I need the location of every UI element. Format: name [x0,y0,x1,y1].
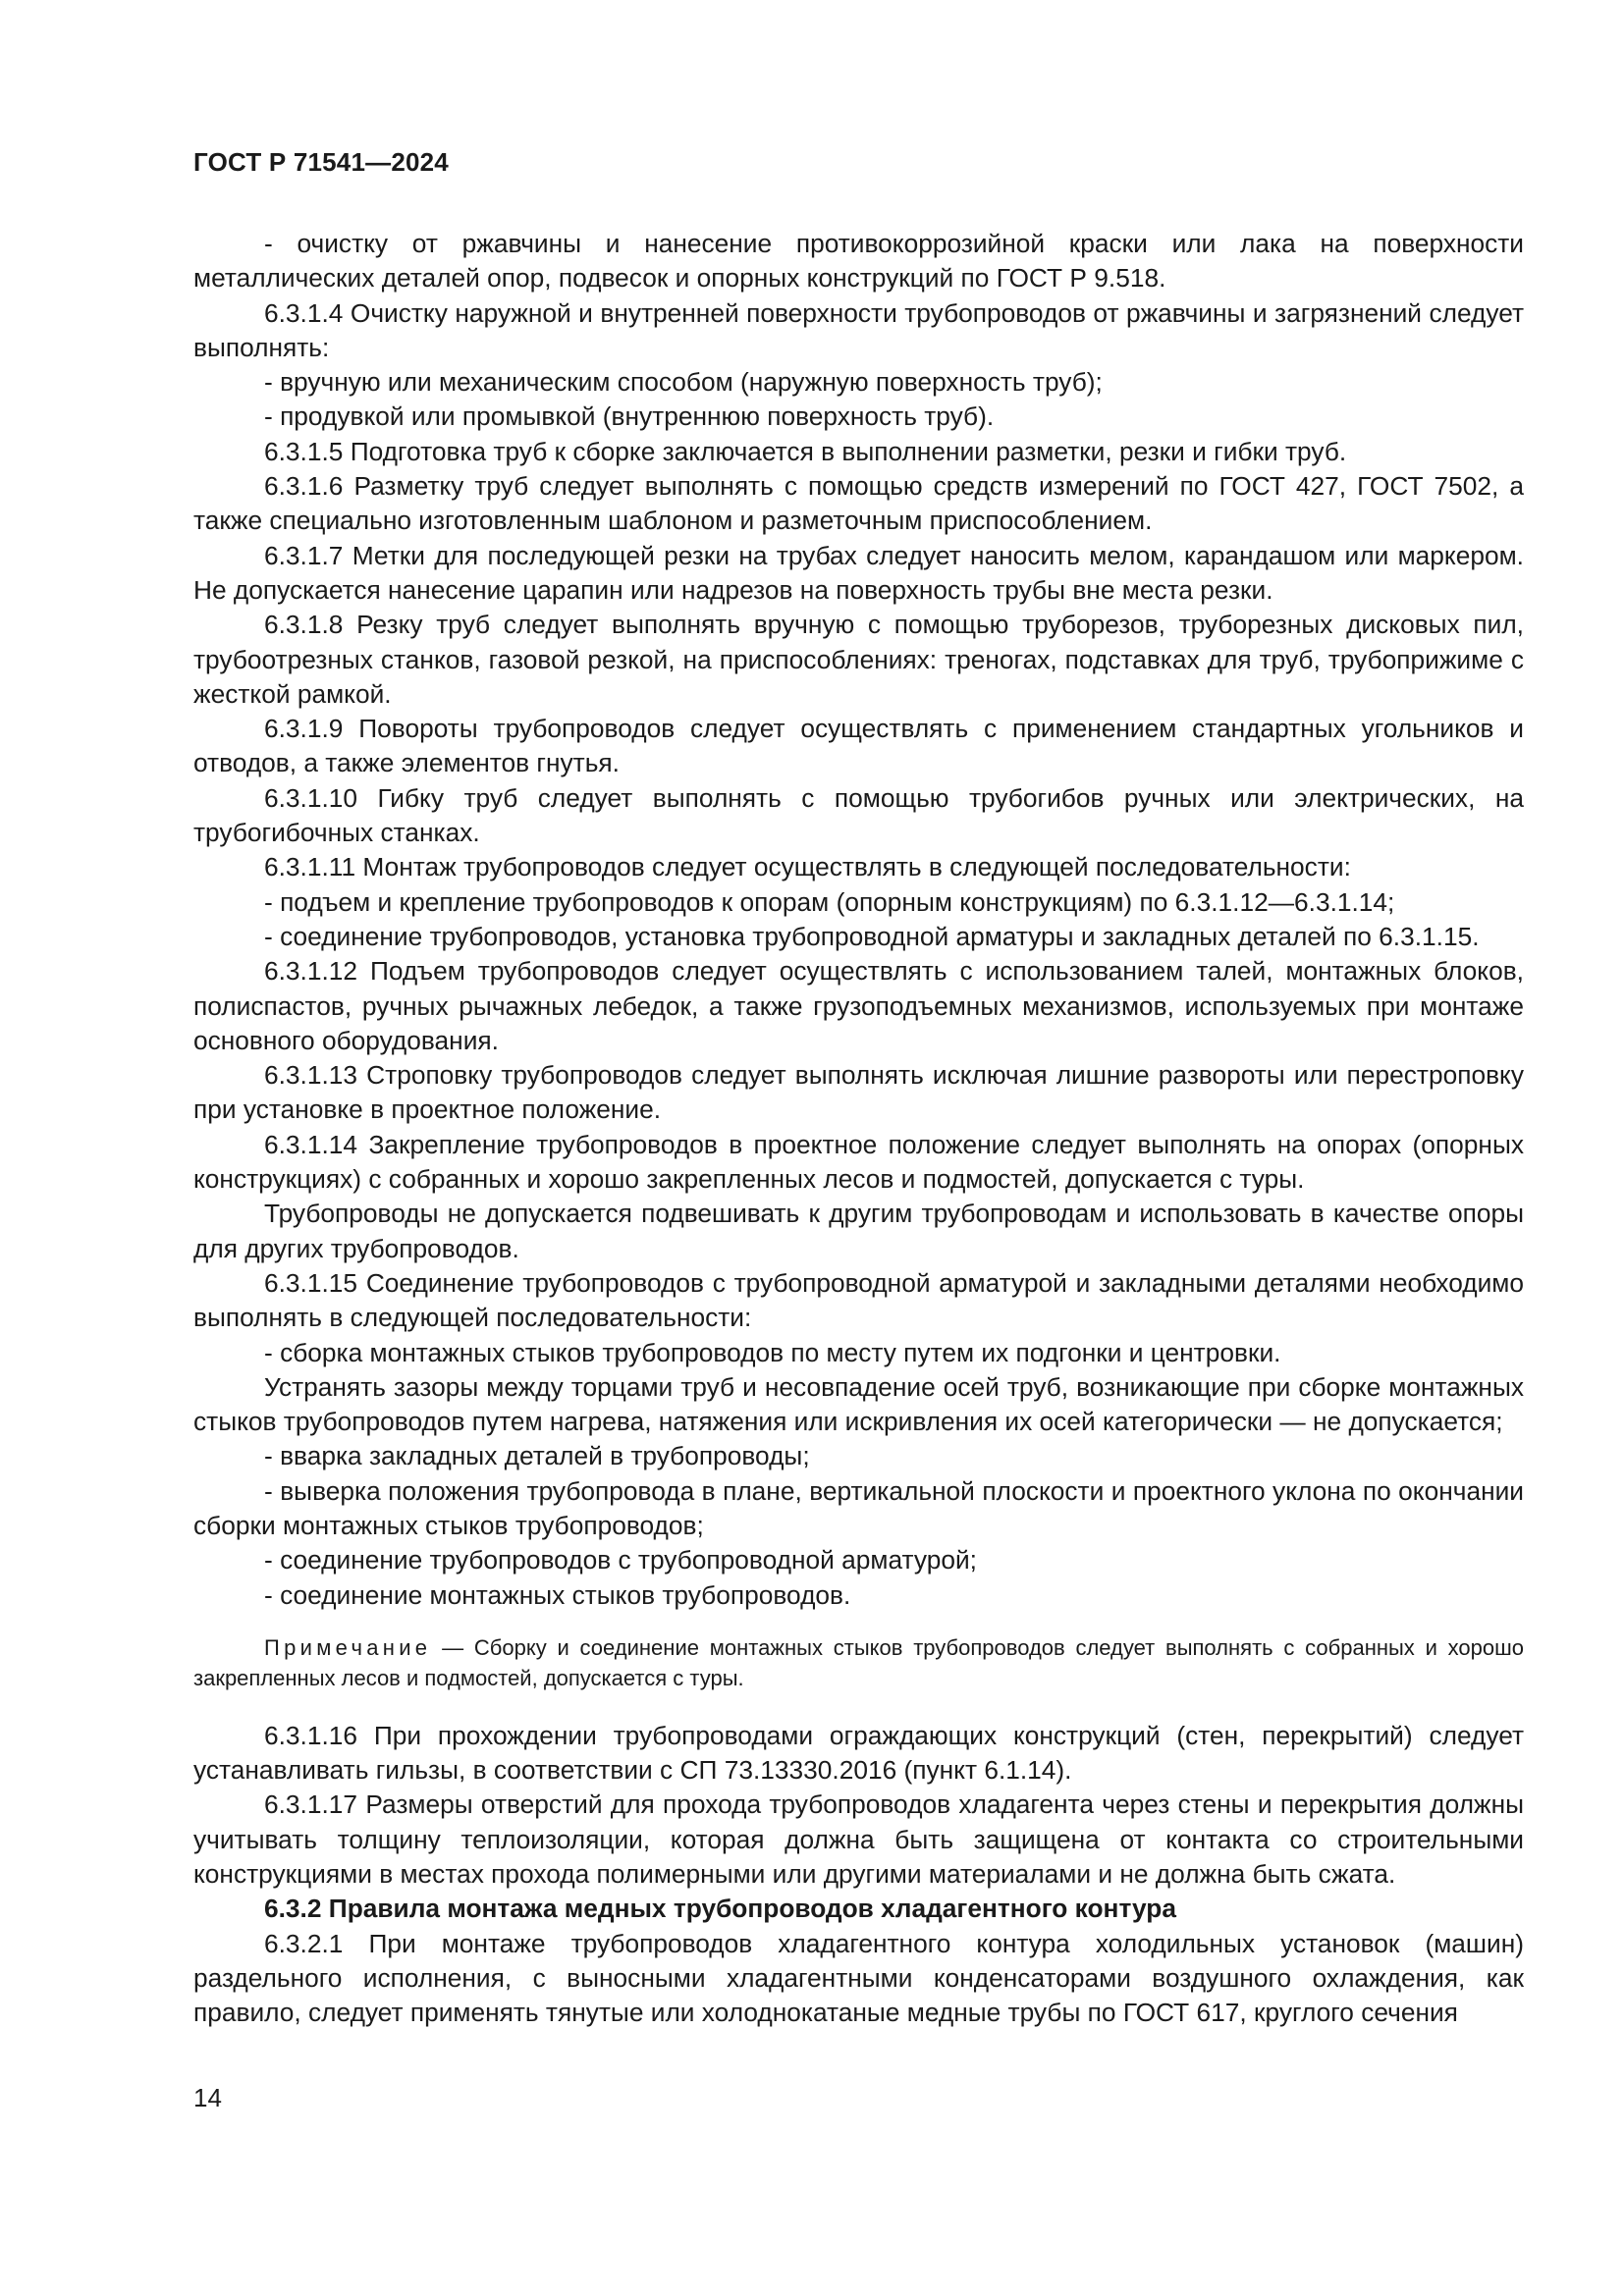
note-text: — Сборку и соединение монтажных стыков трубопроводов следует выполнять с собранных и хорошо закрепленных лесов и подмостей, допускается с туры. [193,1634,1524,1690]
note-block [193,1632,1524,1693]
paragraph-6-3-1-13: 6.3.1.13 Строповку трубопроводов следует выполнять исключая лишние развороты или перестроповку при установке в проектное положение. [193,1060,1524,1125]
paragraph-6-3-2-1: 6.3.2.1 При монтаже трубопроводов хладагентного контура холодильных установок (машин) раздельного исполнения, с выносными хладагентными конденсаторами воздушного охлаждения, как правило, следует применять тянутые или холоднокатаные медные трубы по ГОСТ 617, круглого сечения [193,1928,1524,2028]
page-number: 14 [193,2083,222,2112]
paragraph-6-3-1-14: 6.3.1.14 Закрепление трубопроводов в проектное положение следует выполнять на опорах (опорных конструкциях) с собранных и хорошо закрепленных лесов и подмостей, допускается с туры. [193,1129,1524,1195]
paragraph-list-item: - выверка положения трубопровода в плане, вертикальной плоскости и проектного уклона по окончании сборки монтажных стыков трубопроводов; [193,1475,1524,1540]
paragraph-6-3-1-8: 6.3.1.8 Резку труб следует выполнять вручную с помощью труборезов, труборезных дисковых пил, трубоотрезных станков, газовой резкой, на приспособлениях: треногах, подставках для труб, трубоприжиме с жесткой рамкой. [193,610,1524,709]
paragraph-text: Устранять зазоры между торцами труб и несовпадение осей труб, возникающие при сборке монтажных стыков трубопроводов путем нагрева, натяжения или искривления их осей категорически — не допускается; [193,1371,1524,1437]
paragraph-6-3-1-4: 6.3.1.4 Очистку наружной и внутренней поверхности трубопроводов от ржавчины и загрязнений следует выполнять: [193,297,1524,362]
paragraph-list-item: - вварка закладных деталей в трубопроводы; [264,1441,810,1471]
paragraph-6-3-1-12: 6.3.1.12 Подъем трубопроводов следует осуществлять с использованием талей, монтажных блоков, полиспастов, ручных рычажных лебедок, а также грузоподъемных механизмов, используемых при монтаже основного оборудования. [193,956,1524,1055]
paragraph-6-3-1-16: 6.3.1.16 При прохождении трубопроводами ограждающих конструкций (стен, перекрытий) следует устанавливать гильзы, в соответствии с СП 73.13330.2016 (пункт 6.1.14). [193,1720,1524,1786]
paragraph-list-item: - соединение монтажных стыков трубопроводов. [264,1579,851,1610]
paragraph-list-item: - соединение трубопроводов, установка трубопроводной арматуры и закладных деталей по 6.3.1.15. [264,921,1480,951]
paragraph-list-item: - продувкой или промывкой (внутреннюю поверхность труб). [264,401,995,432]
paragraph-6-3-1-5: 6.3.1.5 Подготовка труб к сборке заключается в выполнении разметки, резки и гибки труб. [264,436,1347,466]
paragraph-6-3-1-15: 6.3.1.15 Соединение трубопроводов с трубопроводной арматурой и закладными деталями необходимо выполнять в следующей последовательности: [193,1267,1524,1333]
document-body [193,227,1524,2031]
paragraph-list-item: - сборка монтажных стыков трубопроводов по месту путем их подгонки и центровки. [264,1337,1281,1367]
paragraph-6-3-1-6: 6.3.1.6 Разметку труб следует выполнять с помощью средств измерений по ГОСТ 427, ГОСТ 7502, а также специально изготовленным шаблоном и разметочным приспособлением. [193,471,1524,536]
paragraph-6-3-1-11: 6.3.1.11 Монтаж трубопроводов следует осуществлять в следующей последовательности: [264,852,1351,882]
paragraph-list-item: - очистку от ржавчины и нанесение противокоррозийной краски или лака на поверхности металлических деталей опор, подвесок и опорных конструкций по ГОСТ Р 9.518. [193,229,1524,294]
paragraph-6-3-1-17: 6.3.1.17 Размеры отверстий для прохода трубопроводов хладагента через стены и перекрытия должны учитывать толщину теплоизоляции, которая должна быть защищена от контакта со строительными конструкциями в местах прохода полимерными или другими материалами и не должна быть сжата. [193,1789,1524,1890]
paragraph-list-item: - соединение трубопроводов с трубопроводной арматурой; [264,1545,977,1575]
document-standard-header: ГОСТ Р 71541—2024 [193,147,449,177]
paragraph-6-3-1-10: 6.3.1.10 Гибку труб следует выполнять с помощью трубогибов ручных или электрических, на трубогибочных станках. [193,782,1524,848]
paragraph-text: Трубопроводы не допускается подвешивать к другим трубопроводам и использовать в качестве опоры для других трубопроводов. [193,1199,1524,1263]
section-heading: 6.3.2 Правила монтажа медных трубопроводов хладагентного контура [264,1894,1176,1924]
note-label: Примечание [264,1634,432,1660]
paragraph-6-3-1-7: 6.3.1.7 Метки для последующей резки на трубах следует наносить мелом, карандашом или маркером. Не допускается нанесение царапин или надрезов на поверхность трубы вне места резки. [193,540,1524,605]
paragraph-list-item: - подъем и крепление трубопроводов к опорам (опорным конструкциям) по 6.3.1.12—6.3.1.14; [264,886,1395,917]
paragraph-list-item: - вручную или механическим способом (наружную поверхность труб); [264,367,1103,398]
paragraph-6-3-1-9: 6.3.1.9 Повороты трубопроводов следует осуществлять с применением стандартных угольников и отводов, а также элементов гнутья. [193,714,1524,778]
